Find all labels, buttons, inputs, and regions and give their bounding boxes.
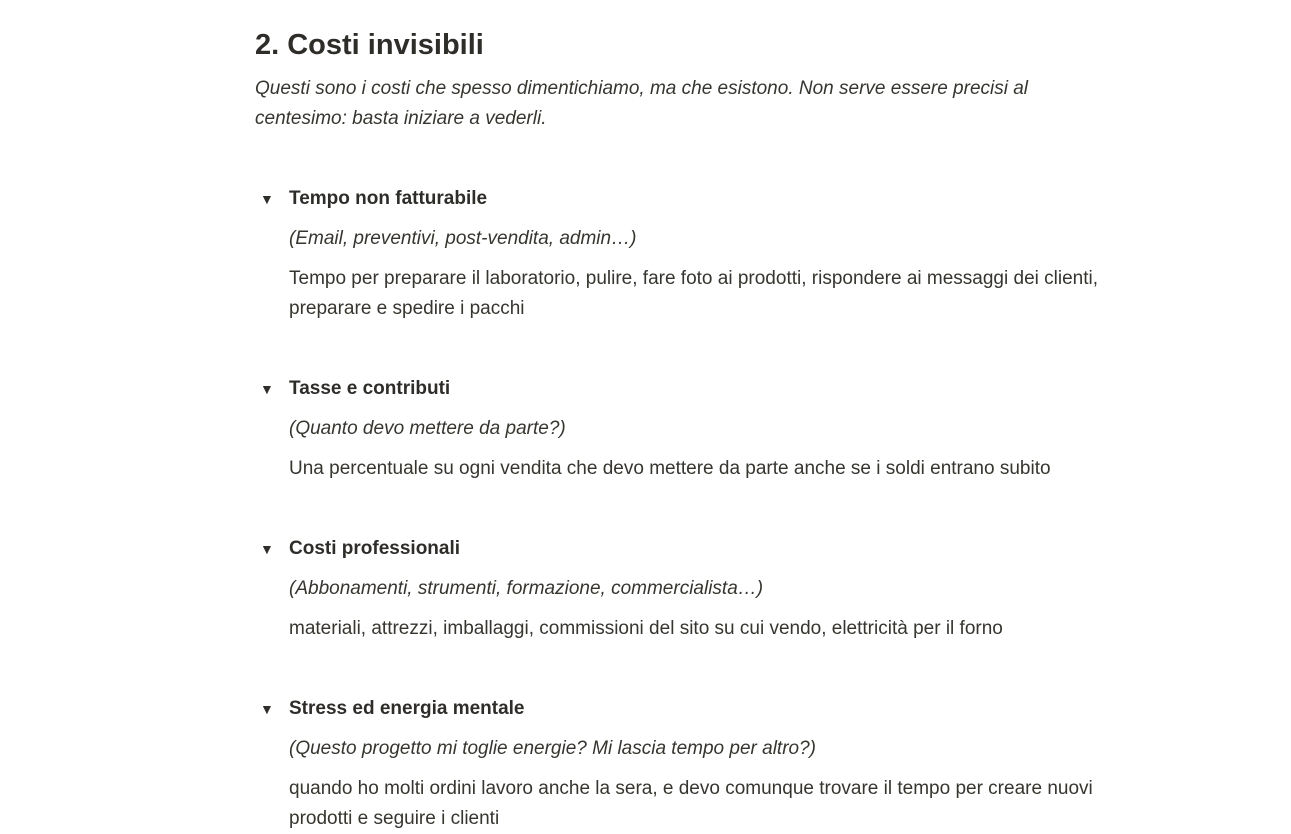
triangle-down-icon[interactable]: ▼ xyxy=(260,381,274,397)
toggle-body xyxy=(255,224,1135,324)
toggle-header[interactable] xyxy=(255,694,1135,724)
toggle-body xyxy=(255,734,1135,834)
toggle-text: Una percentuale su ogni vendita che devo mettere da parte anche se i soldi entrano subito xyxy=(289,458,1051,479)
toggle-tasse-e-contributi xyxy=(255,374,1135,484)
toggle-label: Tempo non fatturabile xyxy=(289,188,488,209)
toggle-header[interactable] xyxy=(255,374,1135,404)
toggle-subtitle: (Email, preventivi, post-vendita, admin…) xyxy=(289,228,637,249)
toggle-stress-ed-energia-mentale xyxy=(255,694,1135,834)
toggle-body xyxy=(255,414,1135,484)
toggle-text: quando ho molti ordini lavoro anche la sera, e devo comunque trovare il tempo per creare nuovi prodotti e seguire i clienti xyxy=(289,778,1093,829)
toggle-costi-professionali xyxy=(255,534,1135,644)
toggle-tempo-non-fatturabile xyxy=(255,184,1135,324)
toggle-label: Stress ed energia mentale xyxy=(289,698,525,719)
toggle-text: Tempo per preparare il laboratorio, pulire, fare foto ai prodotti, rispondere ai messaggi dei clienti, preparare e spedire i pacchi xyxy=(289,268,1098,319)
toggle-subtitle: (Quanto devo mettere da parte?) xyxy=(289,418,566,439)
toggle-body xyxy=(255,574,1135,644)
section-title: 2. Costi invisibili xyxy=(255,29,484,61)
section-intro: Questi sono i costi che spesso dimentichiamo, ma che esistono. Non serve essere precisi al centesimo: basta iniziare a vederli. xyxy=(255,78,1029,129)
toggle-header[interactable] xyxy=(255,534,1135,564)
triangle-down-icon[interactable]: ▼ xyxy=(260,541,274,557)
triangle-down-icon[interactable]: ▼ xyxy=(260,191,274,207)
toggle-subtitle: (Abbonamenti, strumenti, formazione, commercialista…) xyxy=(289,578,764,599)
triangle-down-icon[interactable]: ▼ xyxy=(260,701,274,717)
toggle-label: Costi professionali xyxy=(289,538,461,559)
toggle-subtitle: (Questo progetto mi toglie energie? Mi lascia tempo per altro?) xyxy=(289,738,816,759)
toggle-header[interactable] xyxy=(255,184,1135,214)
toggle-text: materiali, attrezzi, imballaggi, commissioni del sito su cui vendo, elettricità per il forno xyxy=(289,618,1003,639)
toggle-label: Tasse e contributi xyxy=(289,378,451,399)
